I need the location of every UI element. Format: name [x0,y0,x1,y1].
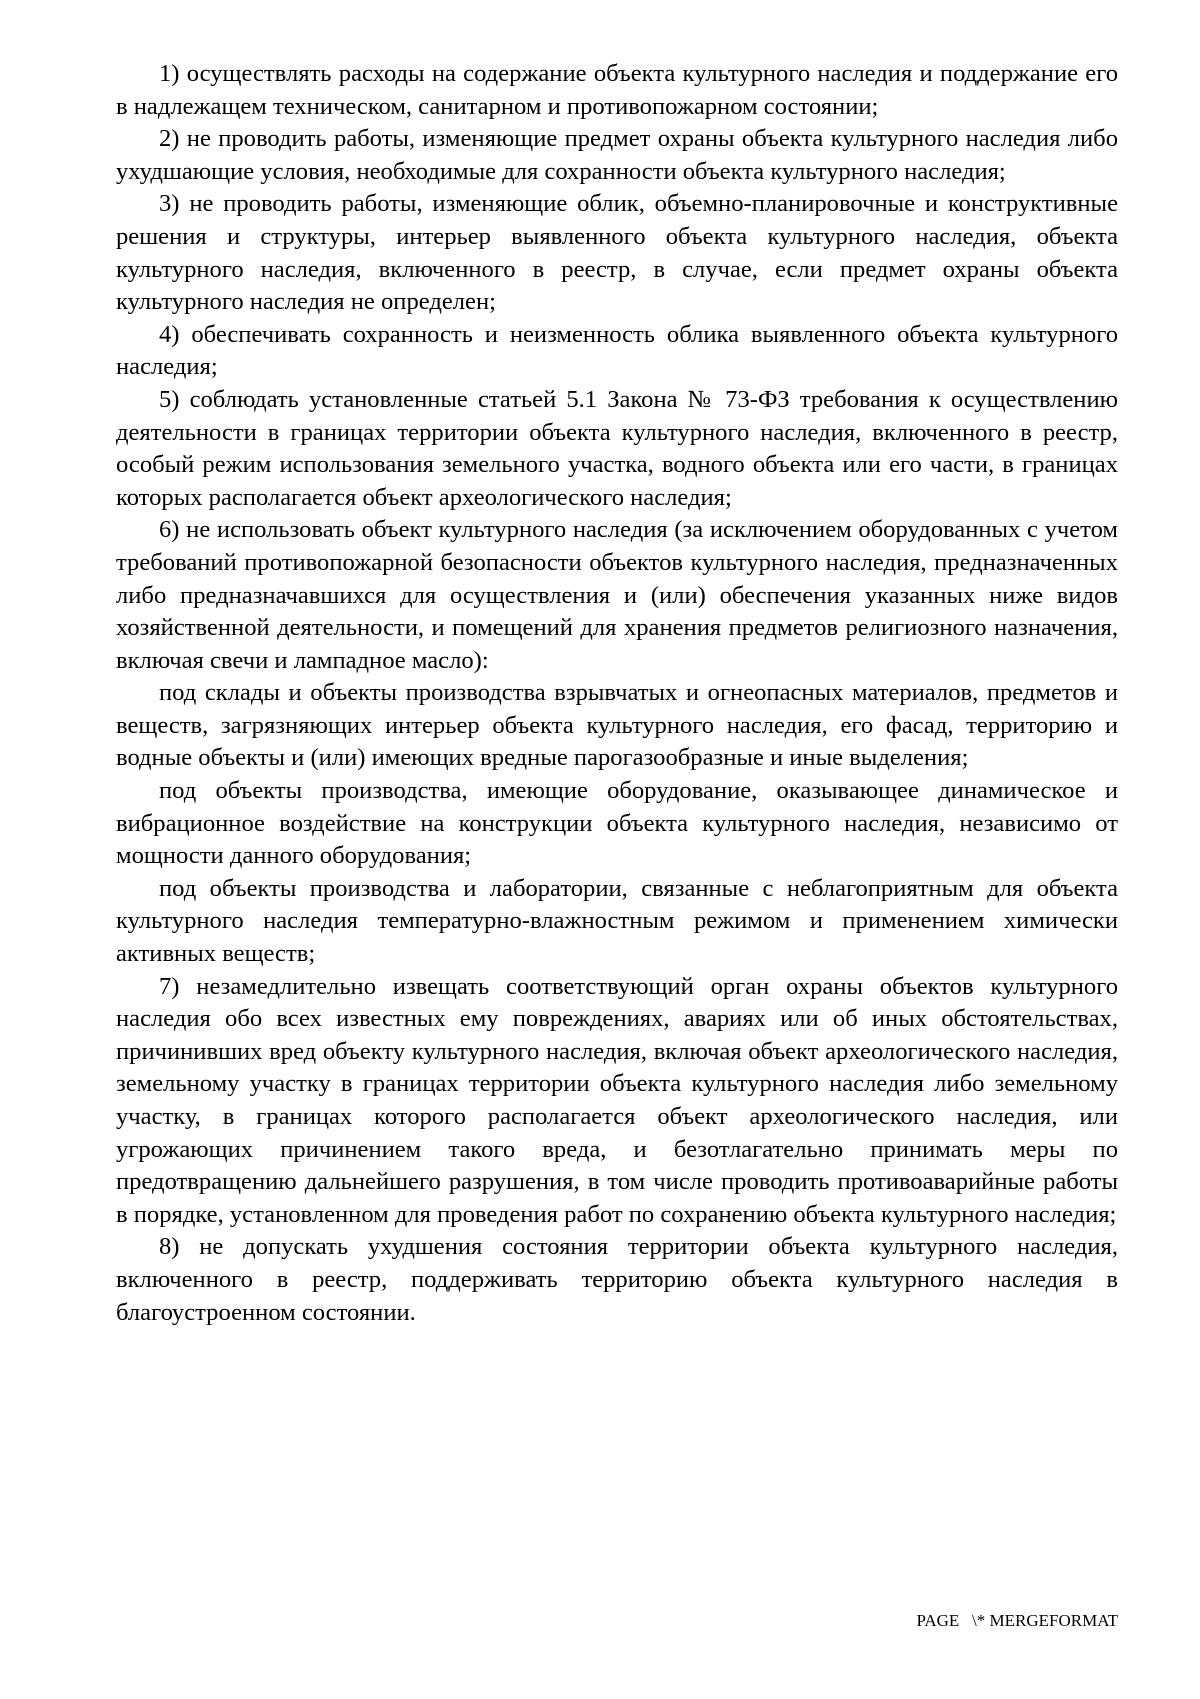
paragraph-item-4: 4) обеспечивать сохранность и неизменность облика выявленного объекта культурного наследия; [116,320,1118,381]
paragraph-item-8: 8) не допускать ухудшения состояния территории объекта культурного наследия, включенного в реестр, поддерживать территорию объекта культурного наследия в благоустроенном состоянии. [116,1233,1118,1326]
paragraph-item-6: 6) не использовать объект культурного наследия (за исключением оборудованных с учетом требований противопожарной безопасности объектов культурного наследия, предназначенных либо предназначавшихся для осуществления и (или) обеспечения указанных ниже видов хозяйственной деятельности, и помещений для хранения предметов религиозного назначения, включая свечи и лампадное масло): [116,516,1118,674]
page-footer-field-code: PAGE \* MERGEFORMAT [916,1611,1118,1630]
paragraph-subitem-warehouses: под склады и объекты производства взрывчатых и огнеопасных материалов, предметов и веществ, загрязняющих интерьер объекта культурного наследия, его фасад, территорию и водные объекты и (или) имеющих вредные парогазообразные и иные выделения; [116,679,1118,772]
paragraph-item-1: 1) осуществлять расходы на содержание объекта культурного наследия и поддержание его в надлежащем техническом, санитарном и противопожарном состоянии; [116,60,1118,120]
document-body [116,58,1118,1329]
paragraph-item-2: 2) не проводить работы, изменяющие предмет охраны объекта культурного наследия либо ухудшающие условия, необходимые для сохранности объекта культурного наследия; [116,125,1118,185]
paragraph-item-3: 3) не проводить работы, изменяющие облик, объемно-планировочные и конструктивные решения и структуры, интерьер выявленного объекта культурного наследия, объекта культурного наследия, включенного в реестр, в случае, если предмет охраны объекта культурного наследия не определен; [116,190,1118,316]
paragraph-item-7: 7) незамедлительно извещать соответствующий орган охраны объектов культурного наследия обо всех известных ему повреждениях, авариях или об иных обстоятельствах, причинивших вред объекту культурного наследия, включая объект археологического наследия, земельному участку в границах территории объекта культурного наследия либо земельному участку, в границах которого располагается объект археологического наследия, или угрожающих причинением такого вреда, и безотлагательно принимать меры по предотвращению дальнейшего разрушения, в том числе проводить противоаварийные работы в порядке, установленном для проведения работ по сохранению объекта культурного наследия; [116,972,1118,1228]
paragraph-subitem-laboratories: под объекты производства и лаборатории, связанные с неблагоприятным для объекта культурного наследия температурно-влажностным режимом и применением химически активных веществ; [116,874,1118,968]
paragraph-item-5: 5) соблюдать установленные статьей 5.1 Закона № 73-ФЗ требования к осуществлению деятельности в границах территории объекта культурного наследия, включенного в реестр, особый режим использования земельного участка, водного объекта или его части, в границах которых располагается объект археологического наследия; [116,385,1118,511]
paragraph-subitem-production: под объекты производства, имеющие оборудование, оказывающее динамическое и вибрационное воздействие на конструкции объекта культурного наследия, независимо от мощности данного оборудования; [116,777,1118,870]
